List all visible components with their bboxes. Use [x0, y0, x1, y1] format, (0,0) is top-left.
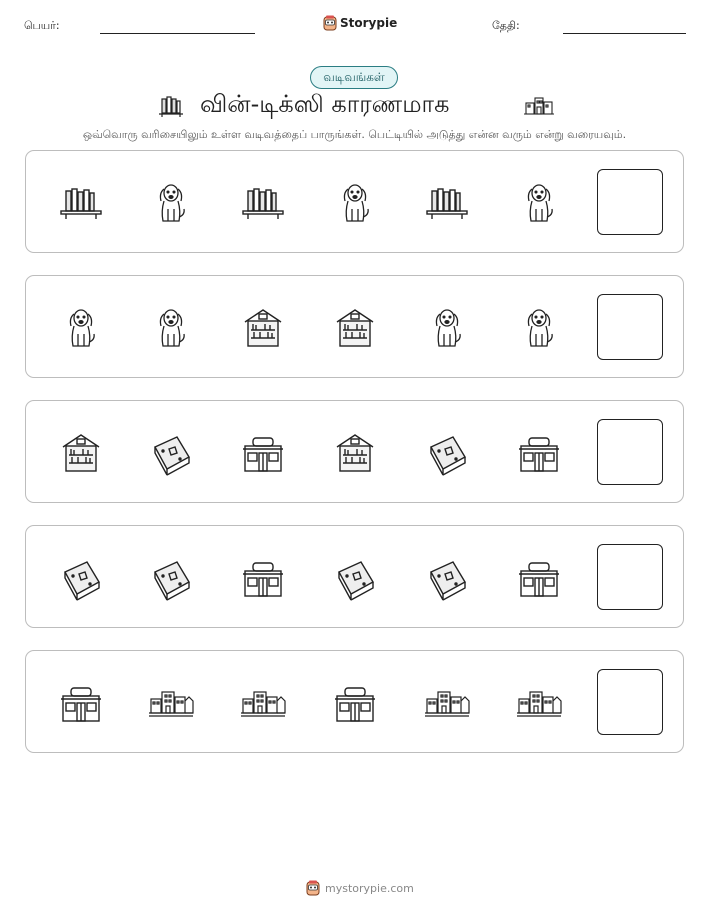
town-icon [239, 679, 287, 727]
answer-box[interactable] [597, 169, 663, 235]
dog-icon [147, 179, 195, 227]
storypie-logo [323, 13, 397, 33]
book-icon [147, 429, 195, 477]
library-icon [331, 304, 379, 352]
book-icon [331, 554, 379, 602]
town-icon [515, 679, 563, 727]
footer-site: mystorypie.com [325, 881, 414, 895]
book-icon [423, 429, 471, 477]
town-icon [147, 679, 195, 727]
store-icon [331, 679, 379, 727]
date-write-line[interactable] [563, 33, 686, 34]
pattern-row [25, 150, 684, 253]
town-icon [423, 679, 471, 727]
worksheet-header [0, 0, 709, 50]
dog-icon [423, 304, 471, 352]
topic-badge: வடிவங்கள் [310, 66, 398, 89]
date-label: தேதி: [492, 19, 520, 32]
store-icon [515, 554, 563, 602]
storypie-mascot-icon [323, 15, 337, 31]
instructions: ஒவ்வொரு வரிசையிலும் உள்ள வடிவத்தைப் பாருங்கள். பெட்டியில் அடுத்து என்ன வரும் என்று வரையவும். [82, 128, 627, 141]
dog-icon [57, 304, 105, 352]
footer [306, 878, 414, 898]
town-icon [524, 95, 554, 117]
store-icon [239, 554, 287, 602]
answer-box[interactable] [597, 669, 663, 735]
name-label: பெயர்: [24, 19, 60, 32]
name-write-line[interactable] [100, 33, 255, 34]
bookshelf-icon [239, 179, 287, 227]
dog-icon [515, 304, 563, 352]
store-icon [57, 679, 105, 727]
pattern-row [25, 650, 684, 753]
answer-box[interactable] [597, 544, 663, 610]
worksheet-title: வின்-டிக்ஸி காரணமாக [200, 90, 450, 118]
dog-icon [515, 179, 563, 227]
dog-icon [147, 304, 195, 352]
book-icon [57, 554, 105, 602]
title-right-icon [524, 95, 554, 121]
pattern-row [25, 400, 684, 503]
title-left-icon [157, 93, 185, 123]
store-icon [515, 429, 563, 477]
library-icon [239, 304, 287, 352]
pattern-row [25, 525, 684, 628]
brand-name: Storypie [340, 16, 398, 30]
book-icon [147, 554, 195, 602]
library-icon [331, 429, 379, 477]
store-icon [239, 429, 287, 477]
dog-icon [331, 179, 379, 227]
library-icon [57, 429, 105, 477]
bookshelf-icon [157, 93, 185, 119]
book-icon [423, 554, 471, 602]
answer-box[interactable] [597, 419, 663, 485]
pattern-row [25, 275, 684, 378]
bookshelf-icon [57, 179, 105, 227]
answer-box[interactable] [597, 294, 663, 360]
title-row [0, 90, 709, 122]
storypie-mascot-icon [306, 880, 320, 896]
bookshelf-icon [423, 179, 471, 227]
